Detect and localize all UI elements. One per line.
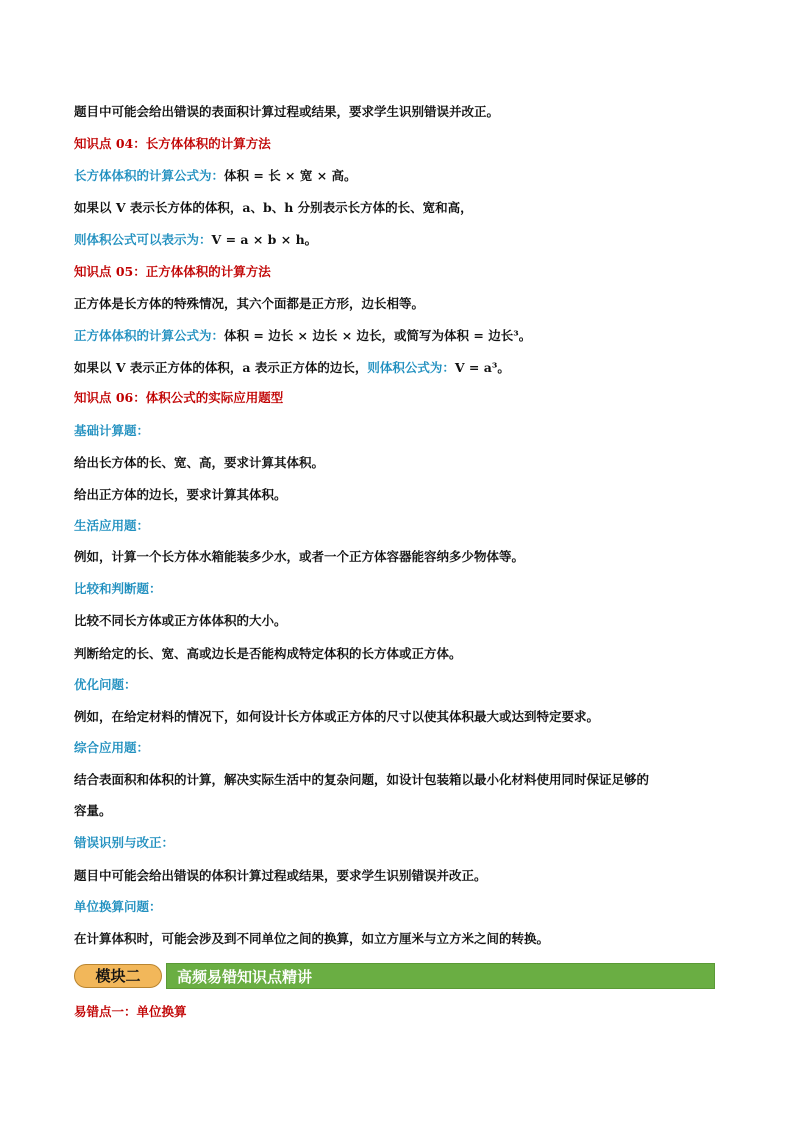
subheading: 单位换算问题：: [74, 899, 162, 914]
formula-label: 长方体体积的计算公式为：: [74, 168, 225, 183]
text-line: 在计算体积时，可能会涉及到不同单位之间的换算，如立方厘米与立方米之间的转换。: [74, 931, 550, 946]
text-line: [74, 232, 317, 248]
text-line: 结合表面积和体积的计算，解决实际生活中的复杂问题，如设计包装箱以最小化材料使用同时保证足够的: [74, 772, 650, 787]
formula-label: 则体积公式可以表示为：: [74, 232, 212, 247]
text-line: 题目中可能会给出错误的体积计算过程或结果，要求学生识别错误并改正。: [74, 868, 487, 883]
banner-pill: 模块二: [74, 964, 162, 988]
subheading: 综合应用题：: [74, 740, 150, 755]
text-line: [74, 328, 531, 344]
formula-text: 体积 = 边长 × 边长 × 边长，或简写为体积 = 边长³。: [224, 328, 532, 343]
module-banner: [74, 963, 715, 989]
subheading: 优化问题：: [74, 677, 137, 692]
text-line: 例如，在给定材料的情况下，如何设计长方体或正方体的尺寸以使其体积最大或达到特定要求。: [74, 709, 600, 724]
text-line: 给出正方体的边长，要求计算其体积。: [74, 487, 287, 502]
formula-label: 正方体体积的计算公式为：: [74, 328, 225, 343]
formula-text: 体积 = 长 × 宽 × 高。: [224, 168, 357, 183]
section-heading-06: 知识点 06：体积公式的实际应用题型: [74, 390, 284, 405]
formula-label: 则体积公式为：: [367, 360, 455, 375]
subheading: 比较和判断题：: [74, 581, 162, 596]
subheading: 生活应用题：: [74, 518, 150, 533]
text-line: 容量。: [74, 803, 112, 818]
section-heading-05: 知识点 05：正方体体积的计算方法: [74, 264, 271, 279]
banner-title: 高频易错知识点精讲: [177, 968, 313, 986]
section-heading-04: 知识点 04：长方体体积的计算方法: [74, 136, 271, 151]
text-line: [74, 168, 357, 184]
banner-bar: [166, 963, 715, 989]
text-line: 例如，计算一个长方体水箱能装多少水，或者一个正方体容器能容纳多少物体等。: [74, 549, 525, 564]
text-line: 比较不同长方体或正方体体积的大小。: [74, 613, 287, 628]
text-line: 判断给定的长、宽、高或边长是否能构成特定体积的长方体或正方体。: [74, 646, 462, 661]
subheading: 基础计算题：: [74, 423, 150, 438]
error-point-heading: 易错点一：单位换算: [74, 1004, 187, 1019]
formula-text: V = a × b × h。: [211, 232, 318, 247]
text-segment: 如果以 V 表示正方体的体积，a 表示正方体的边长，: [74, 360, 368, 375]
text-line: 给出长方体的长、宽、高，要求计算其体积。: [74, 455, 325, 470]
text-line: 题目中可能会给出错误的表面积计算过程或结果，要求学生识别错误并改正。: [74, 104, 500, 119]
text-line: 正方体是长方体的特殊情况，其六个面都是正方形，边长相等。: [74, 296, 425, 311]
formula-text: V = a³。: [454, 360, 510, 375]
text-line: [74, 360, 510, 376]
text-line: 如果以 V 表示长方体的体积，a、b、h 分别表示长方体的长、宽和高，: [74, 200, 473, 215]
subheading: 错误识别与改正：: [74, 835, 175, 850]
